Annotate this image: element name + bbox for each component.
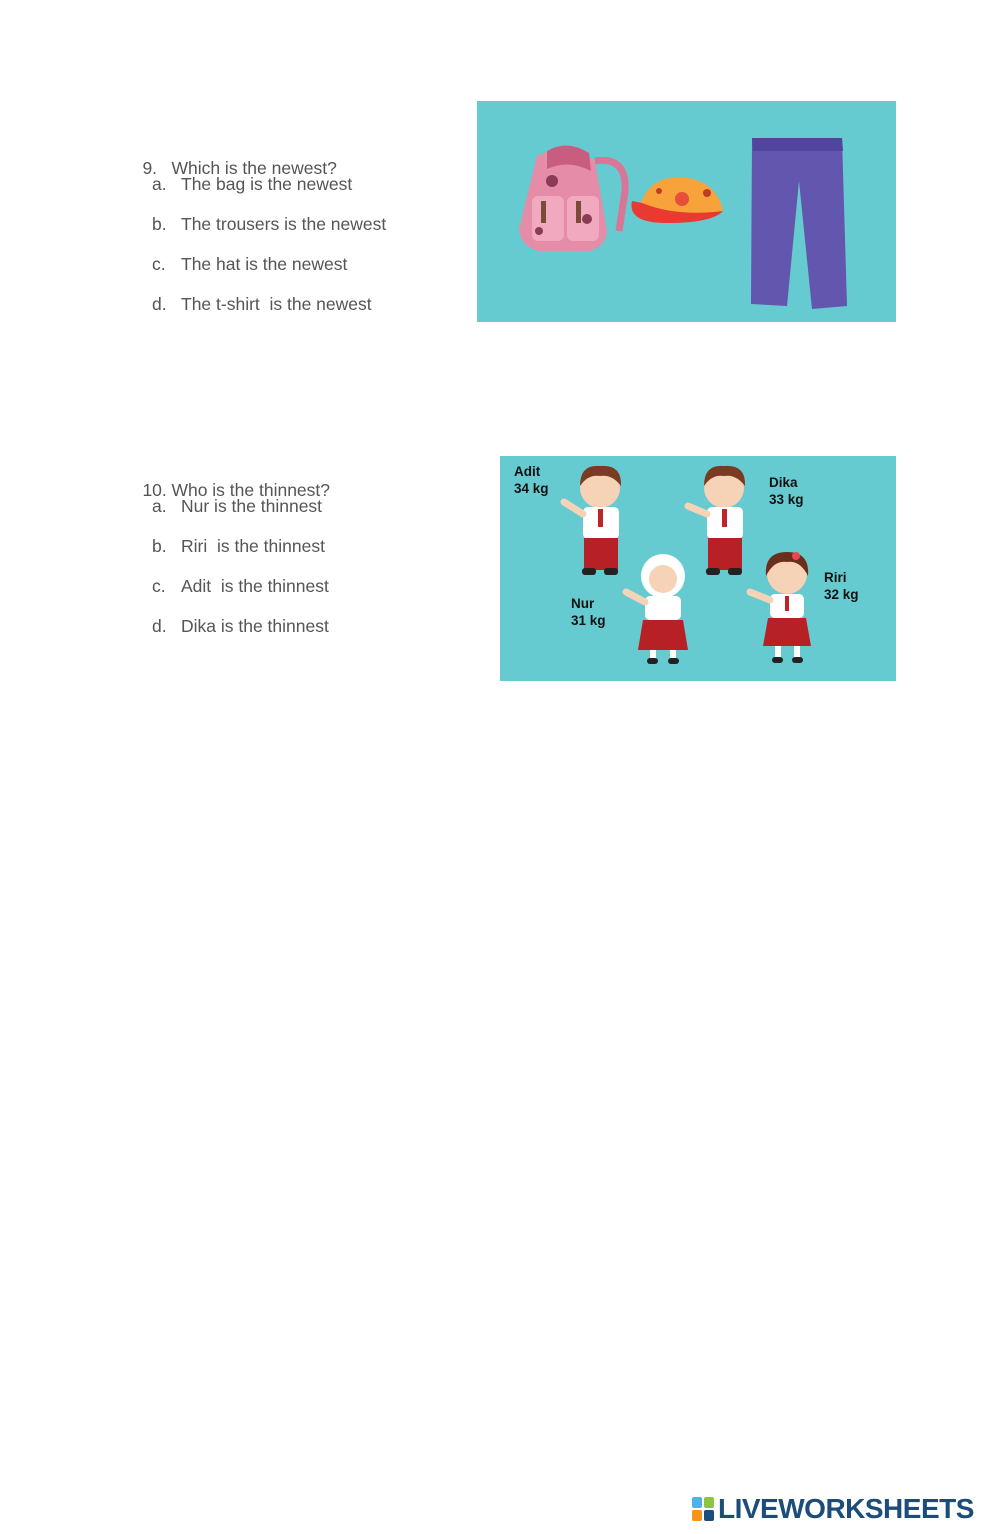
option-text: The hat is the newest <box>181 254 348 274</box>
kid-weight-label: 34 kg <box>514 481 549 496</box>
question-number: 9. <box>142 158 158 178</box>
kid-name-label: Dika <box>769 475 798 490</box>
option-a[interactable] <box>123 494 330 534</box>
logo-mark-icon <box>692 1497 714 1521</box>
girl-figure-icon <box>750 552 811 663</box>
option-c[interactable] <box>123 252 386 292</box>
option-a[interactable] <box>123 172 386 212</box>
students-illustration <box>500 456 896 681</box>
option-text: The bag is the newest <box>181 174 353 194</box>
kid-weight-label: 33 kg <box>769 492 804 507</box>
kid-weight-label: 31 kg <box>571 613 606 628</box>
kid-name-label: Adit <box>514 464 541 479</box>
kid-weight-label: 32 kg <box>824 587 859 602</box>
girl-figure-icon <box>626 554 688 664</box>
boy-figure-icon <box>564 466 621 575</box>
option-d[interactable] <box>123 614 330 654</box>
question-9-stem <box>123 132 386 178</box>
option-letter: b. <box>152 536 167 556</box>
option-text: The trousers is the newest <box>181 214 387 234</box>
cap-icon <box>631 177 723 223</box>
option-letter: d. <box>152 616 167 636</box>
question-9 <box>123 132 386 332</box>
option-letter: c. <box>152 576 166 596</box>
option-letter: a. <box>152 174 167 194</box>
question-text: Who is the thinnest? <box>171 480 331 500</box>
trousers-icon <box>751 138 847 309</box>
option-b[interactable] <box>123 534 330 574</box>
question-10 <box>123 454 330 654</box>
kid-name-label: Riri <box>824 570 847 585</box>
option-letter: a. <box>152 496 167 516</box>
boy-figure-icon <box>688 466 745 575</box>
logo-text: LIVEWORKSHEETS <box>718 1493 974 1524</box>
option-letter: d. <box>152 294 167 314</box>
option-b[interactable] <box>123 212 386 252</box>
option-letter: c. <box>152 254 166 274</box>
option-text: Dika is the thinnest <box>181 616 329 636</box>
clothing-illustration <box>477 101 896 322</box>
option-text: Riri is the thinnest <box>181 536 325 556</box>
option-text: Adit is the thinnest <box>181 576 329 596</box>
option-text: The t-shirt is the newest <box>181 294 372 314</box>
question-number: 10. <box>142 480 167 500</box>
option-d[interactable] <box>123 292 386 332</box>
option-letter: b. <box>152 214 167 234</box>
option-c[interactable] <box>123 574 330 614</box>
question-text: Which is the newest? <box>171 158 337 178</box>
backpack-icon <box>519 145 625 251</box>
option-text: Nur is the thinnest <box>181 496 323 516</box>
question-10-stem <box>123 454 331 500</box>
kid-name-label: Nur <box>571 596 595 611</box>
liveworksheets-logo <box>692 1492 974 1526</box>
